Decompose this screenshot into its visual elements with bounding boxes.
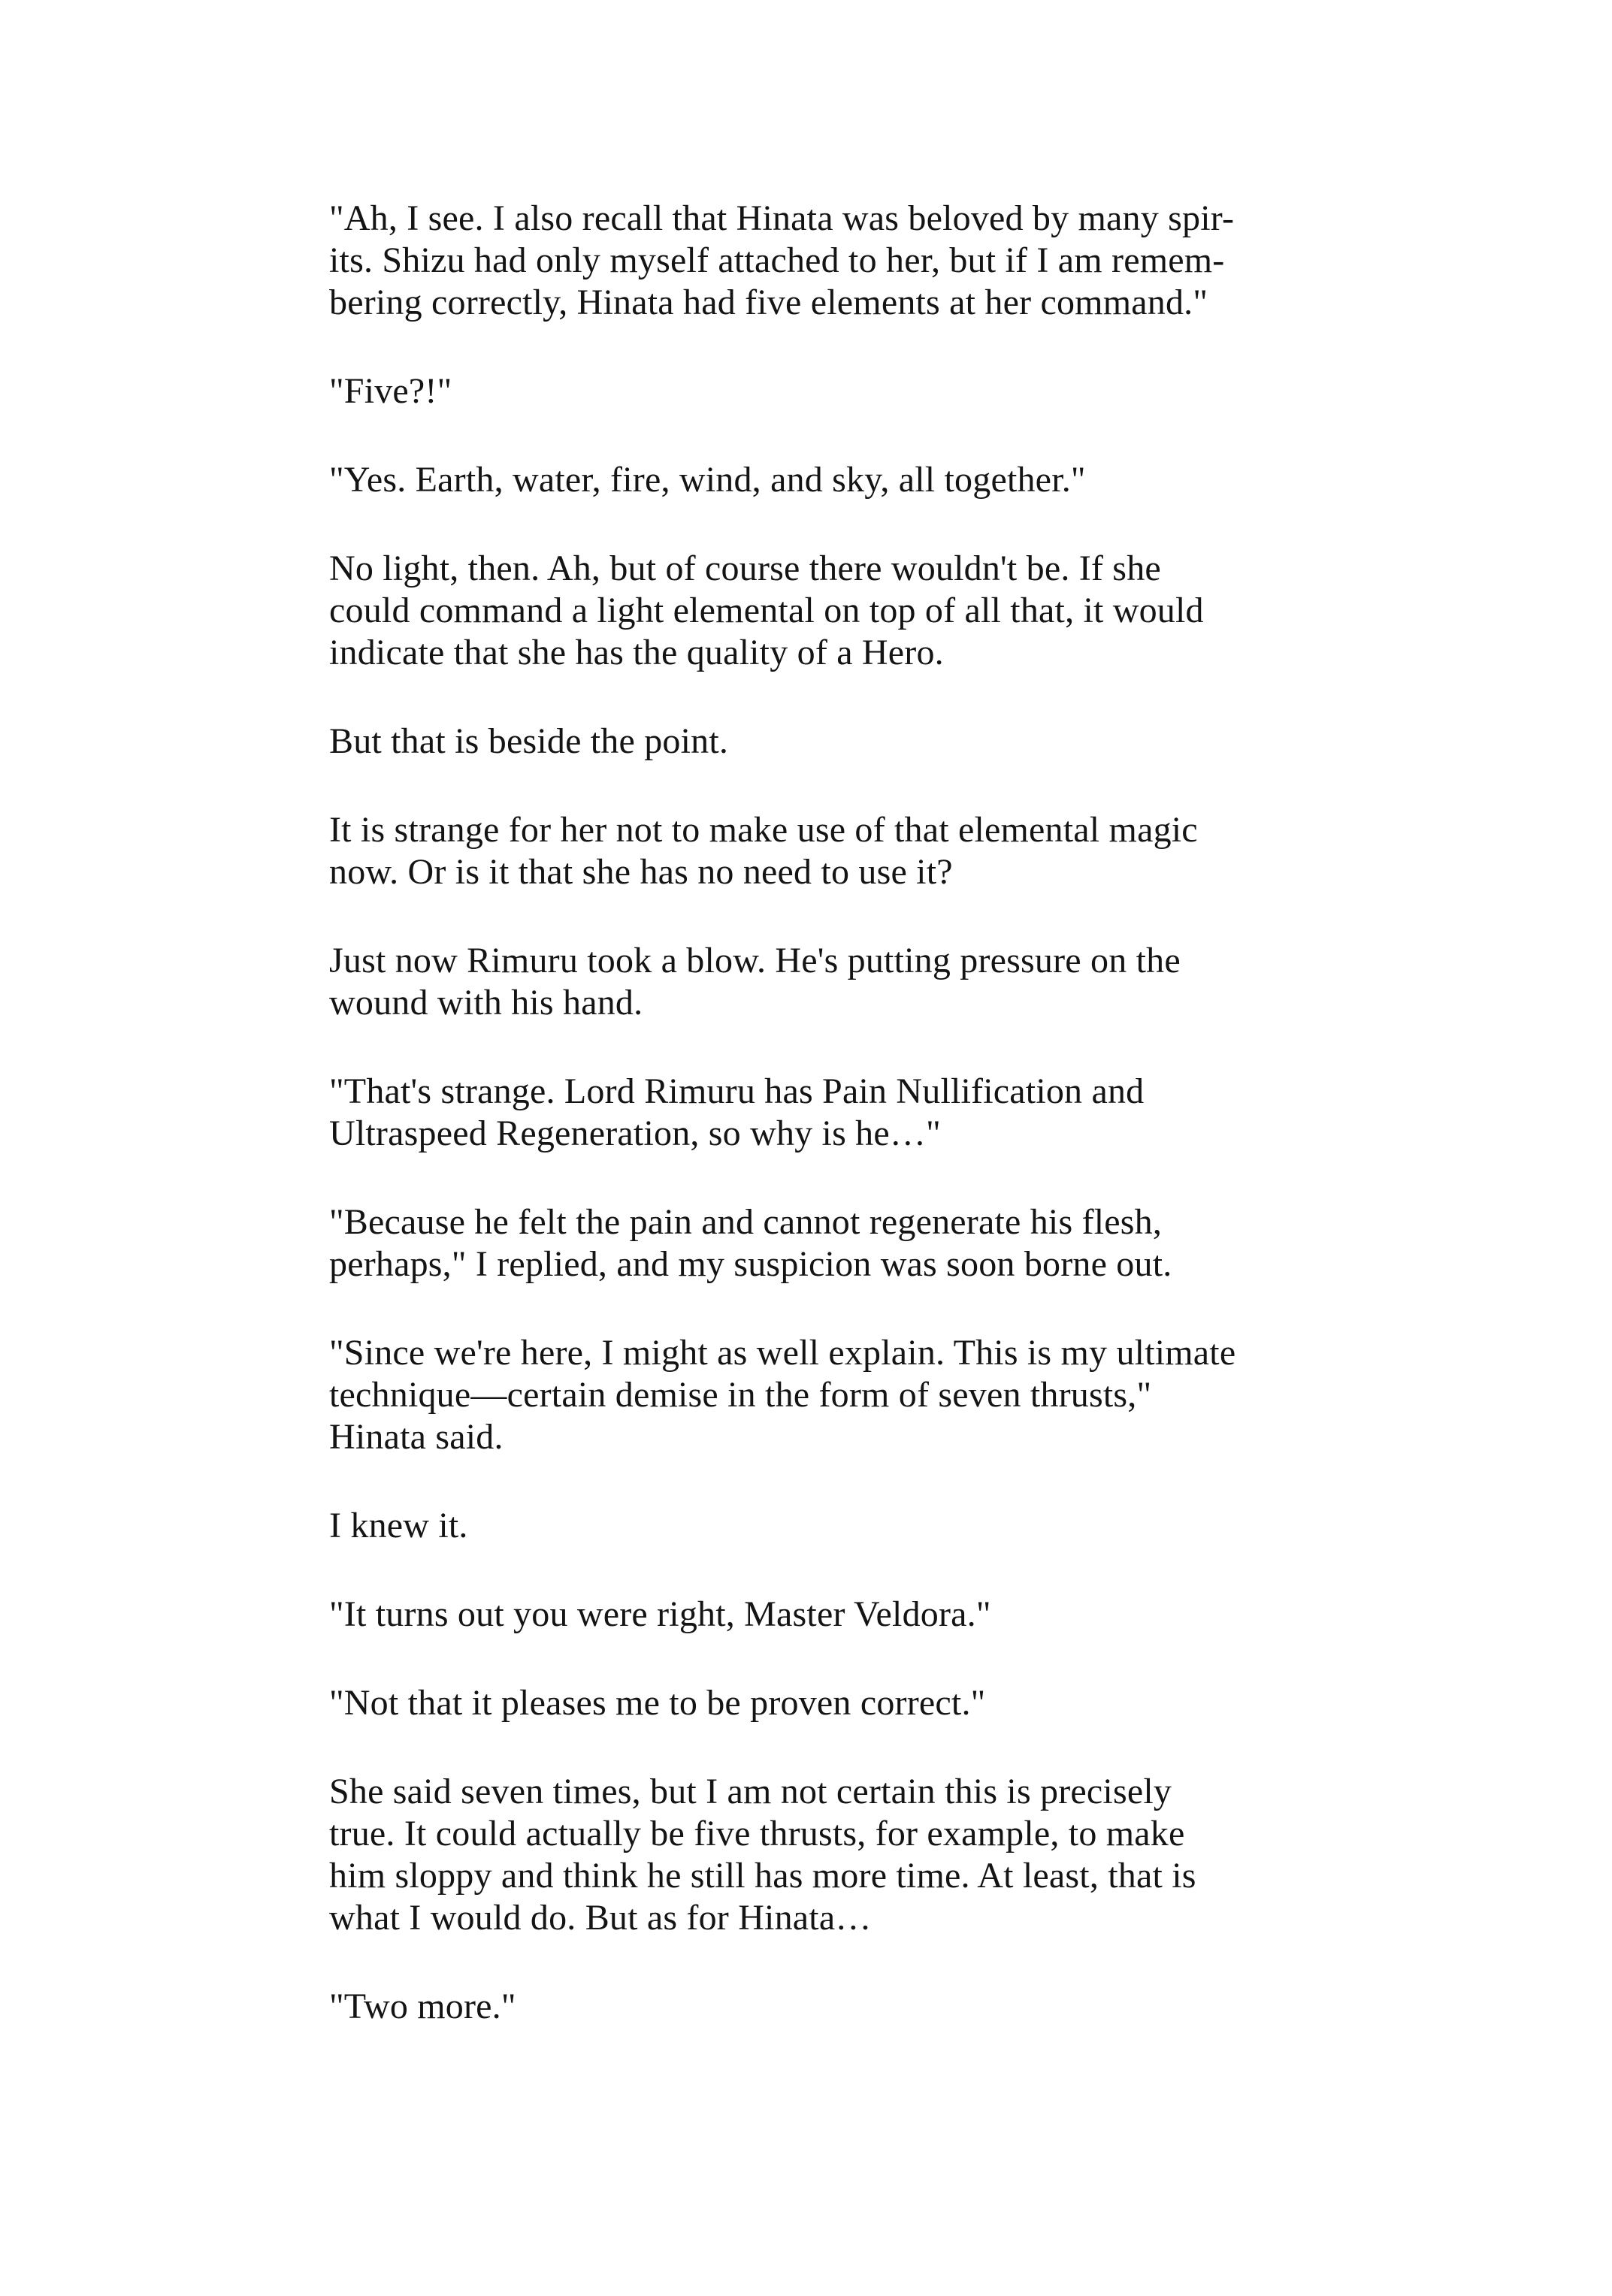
paragraph <box>329 1682 1291 1724</box>
text-line: could command a light elemental on top of all that, it would <box>329 591 1204 630</box>
text-line: technique—certain demise in the form of seven thrusts," <box>329 1375 1152 1415</box>
text-line: now. Or is it that she has no need to use it? <box>329 852 953 892</box>
text-line: Just now Rimuru took a blow. He's putting pressure on the <box>329 941 1181 980</box>
text-line: true. It could actually be five thrusts, for example, to make <box>329 1814 1185 1853</box>
paragraph <box>329 1201 1291 1285</box>
text-line: It is strange for her not to make use of that elemental magic <box>329 810 1198 850</box>
paragraph <box>329 370 1291 412</box>
text-line: what I would do. But as for Hinata… <box>329 1898 872 1938</box>
text-line: perhaps," I replied, and my suspicion was soon borne out. <box>329 1244 1172 1284</box>
paragraph <box>329 548 1291 674</box>
text-line: him sloppy and think he still has more time. At least, that is <box>329 1856 1196 1896</box>
paragraph <box>329 1332 1291 1458</box>
text-line: Hinata said. <box>329 1417 504 1457</box>
paragraph <box>329 721 1291 763</box>
text-line: "Not that it pleases me to be proven correct." <box>329 1683 986 1723</box>
text-line: But that is beside the point. <box>329 721 729 761</box>
paragraph <box>329 809 1291 893</box>
paragraph <box>329 940 1291 1024</box>
text-line: its. Shizu had only myself attached to her, but if I am remem- <box>329 240 1225 280</box>
text-line: She said seven times, but I am not certain this is precisely <box>329 1772 1172 1811</box>
text-line: No light, then. Ah, but of course there wouldn't be. If she <box>329 548 1161 588</box>
paragraph <box>329 1771 1291 1939</box>
text-line: "Yes. Earth, water, fire, wind, and sky, all together." <box>329 460 1086 500</box>
text-line: Ultraspeed Regeneration, so why is he…" <box>329 1113 941 1153</box>
text-line: "That's strange. Lord Rimuru has Pain Nullification and <box>329 1071 1145 1111</box>
text-line: "Since we're here, I might as well explain. This is my ultimate <box>329 1333 1236 1373</box>
paragraph <box>329 1071 1291 1155</box>
paragraph <box>329 198 1291 324</box>
text-line: "Because he felt the pain and cannot regenerate his flesh, <box>329 1202 1163 1242</box>
text-line: "Five?!" <box>329 371 452 411</box>
text-block <box>329 198 1291 2074</box>
paragraph <box>329 1594 1291 1636</box>
text-line: bering correctly, Hinata had five elements at her command." <box>329 282 1208 322</box>
text-line: indicate that she has the quality of a Hero. <box>329 633 944 672</box>
text-line: "Two more." <box>329 1986 516 2026</box>
text-line: I knew it. <box>329 1506 468 1545</box>
text-line: "Ah, I see. I also recall that Hinata was beloved by many spir- <box>329 198 1235 238</box>
paragraph <box>329 1986 1291 2028</box>
text-line: "It turns out you were right, Master Veldora." <box>329 1594 991 1634</box>
paragraph <box>329 459 1291 501</box>
paragraph <box>329 1505 1291 1547</box>
text-line: wound with his hand. <box>329 983 643 1023</box>
